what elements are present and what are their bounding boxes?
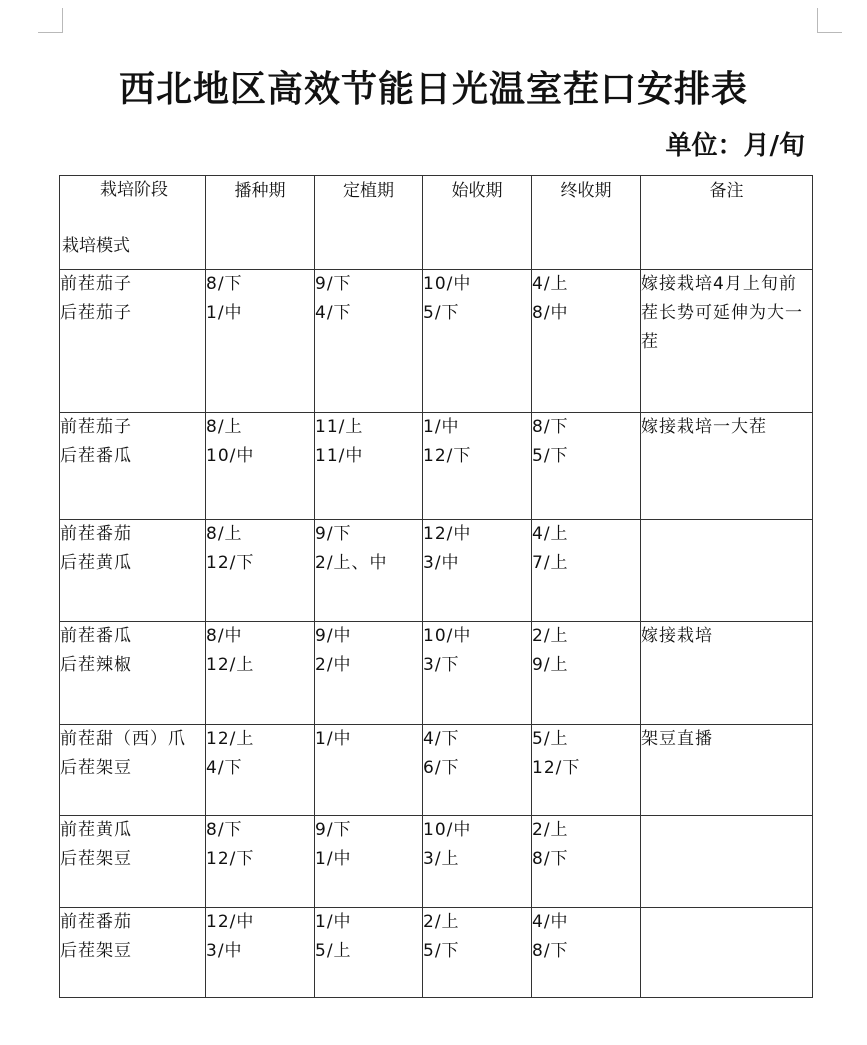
sow-period-cell [206,908,315,998]
harvest-end-cell [532,725,641,816]
header-row [60,176,813,270]
sow-period-cell-line: 8/下 [206,274,243,294]
planting-period-cell [315,270,423,413]
cultivation-mode-cell [60,413,206,520]
sow-period-cell-line: 8/上 [206,417,243,437]
harvest-start-cell [423,520,532,622]
sow-period-cell-line: 8/中 [206,626,243,646]
harvest-start-cell [423,270,532,413]
sow-period-cell-line: 12/中 [206,912,255,932]
table-row [60,270,813,413]
harvest-end-cell-line: 4/上 [532,274,569,294]
harvest-start-cell-line: 5/下 [423,941,460,961]
cultivation-mode-cell-line: 后茬架豆 [60,849,132,869]
harvest-end-cell [532,270,641,413]
harvest-end-cell-line: 9/上 [532,655,569,675]
cultivation-mode-cell-line: 前茬番瓜 [60,626,132,646]
header-harvest-start: 始收期 [423,176,532,270]
schedule-table [59,175,813,998]
harvest-end-cell-line: 5/上 [532,729,569,749]
harvest-end-cell [532,520,641,622]
planting-period-cell [315,816,423,908]
harvest-end-cell-line: 8/下 [532,941,569,961]
cultivation-mode-cell [60,725,206,816]
harvest-start-cell-line: 1/中 [423,417,460,437]
planting-period-cell [315,413,423,520]
harvest-start-cell-line: 10/中 [423,820,472,840]
table-row [60,725,813,816]
planting-period-cell-line: 5/上 [315,941,352,961]
sow-period-cell-line: 12/下 [206,553,255,573]
cultivation-mode-cell-line: 后茬黄瓜 [60,553,132,573]
harvest-end-cell [532,622,641,725]
sow-period-cell-line: 12/下 [206,849,255,869]
cultivation-mode-cell-line: 前茬番茄 [60,524,132,544]
sow-period-cell-line: 10/中 [206,446,255,466]
cultivation-mode-cell-line: 前茬番茄 [60,912,132,932]
sow-period-cell-line: 4/下 [206,758,243,778]
cultivation-mode-cell-line: 后茬架豆 [60,941,132,961]
cultivation-mode-cell [60,622,206,725]
note-cell: 嫁接栽培 [641,622,813,725]
note-cell [641,816,813,908]
header-mode-label: 栽培模式 [62,236,130,256]
harvest-start-cell-line: 10/中 [423,274,472,294]
planting-period-cell-line: 2/上、中 [315,553,388,573]
harvest-start-cell-line: 12/中 [423,524,472,544]
harvest-start-cell [423,908,532,998]
planting-period-cell [315,725,423,816]
table-row [60,816,813,908]
note-cell [641,520,813,622]
cultivation-mode-cell [60,270,206,413]
harvest-start-cell-line: 6/下 [423,758,460,778]
harvest-start-cell [423,622,532,725]
sow-period-cell-line: 8/下 [206,820,243,840]
document-title: 西北地区高效节能日光温室茬口安排表 [118,69,748,110]
header-corner-cell [60,176,206,270]
header-stage-label: 栽培阶段 [100,180,168,200]
cultivation-mode-cell-line: 前茬黄瓜 [60,820,132,840]
harvest-end-cell-line: 8/下 [532,417,569,437]
sow-period-cell [206,413,315,520]
harvest-end-cell-line: 2/上 [532,626,569,646]
harvest-end-cell-line: 7/上 [532,553,569,573]
sow-period-cell [206,816,315,908]
sow-period-cell [206,622,315,725]
note-cell: 嫁接栽培一大茬 [641,413,813,520]
cultivation-mode-cell-line: 前茬甜（西）爪 [60,729,186,749]
sow-period-cell-line: 3/中 [206,941,243,961]
table-body [60,270,813,998]
harvest-end-cell-line: 8/下 [532,849,569,869]
sow-period-cell [206,725,315,816]
sow-period-cell-line: 12/上 [206,655,255,675]
planting-period-cell-line: 11/上 [315,417,364,437]
planting-period-cell [315,622,423,725]
table-row [60,622,813,725]
harvest-start-cell-line: 2/上 [423,912,460,932]
harvest-end-cell-line: 12/下 [532,758,581,778]
harvest-start-cell-line: 10/中 [423,626,472,646]
planting-period-cell [315,908,423,998]
planting-period-cell-line: 1/中 [315,849,352,869]
sow-period-cell [206,270,315,413]
cultivation-mode-cell [60,816,206,908]
harvest-start-cell-line: 4/下 [423,729,460,749]
note-cell: 嫁接栽培4月上旬前茬长势可延伸为大一茬 [641,270,813,413]
harvest-start-cell-line: 3/上 [423,849,460,869]
table-row [60,520,813,622]
planting-period-cell-line: 9/下 [315,820,352,840]
note-cell: 架豆直播 [641,725,813,816]
unit-label: 单位：月/旬 [665,131,805,161]
harvest-end-cell [532,908,641,998]
harvest-end-cell-line: 5/下 [532,446,569,466]
harvest-end-cell-line: 4/上 [532,524,569,544]
sow-period-cell-line: 1/中 [206,303,243,323]
table-row [60,908,813,998]
cultivation-mode-cell-line: 后茬架豆 [60,758,132,778]
harvest-start-cell [423,413,532,520]
planting-period-cell-line: 11/中 [315,446,364,466]
planting-period-cell-line: 4/下 [315,303,352,323]
harvest-end-cell [532,816,641,908]
page-corner-mark-left [38,8,63,33]
cultivation-mode-cell-line: 前茬茄子 [60,417,132,437]
cultivation-mode-cell-line: 后茬茄子 [60,303,132,323]
harvest-start-cell-line: 5/下 [423,303,460,323]
cultivation-mode-cell [60,908,206,998]
harvest-start-cell [423,725,532,816]
harvest-end-cell-line: 4/中 [532,912,569,932]
harvest-end-cell [532,413,641,520]
harvest-start-cell-line: 3/下 [423,655,460,675]
planting-period-cell-line: 9/中 [315,626,352,646]
header-harvest-end: 终收期 [532,176,641,270]
header-planting-period: 定植期 [315,176,423,270]
sow-period-cell-line: 8/上 [206,524,243,544]
harvest-end-cell-line: 8/中 [532,303,569,323]
planting-period-cell [315,520,423,622]
planting-period-cell-line: 1/中 [315,912,352,932]
sow-period-cell-line: 12/上 [206,729,255,749]
harvest-end-cell-line: 2/上 [532,820,569,840]
planting-period-cell-line: 9/下 [315,274,352,294]
harvest-start-cell [423,816,532,908]
note-cell [641,908,813,998]
header-sow-period: 播种期 [206,176,315,270]
planting-period-cell-line: 9/下 [315,524,352,544]
cultivation-mode-cell-line: 后茬辣椒 [60,655,132,675]
page-corner-mark-right [817,8,842,33]
cultivation-mode-cell-line: 后茬番瓜 [60,446,132,466]
planting-period-cell-line: 2/中 [315,655,352,675]
harvest-start-cell-line: 3/中 [423,553,460,573]
cultivation-mode-cell [60,520,206,622]
sow-period-cell [206,520,315,622]
header-notes: 备注 [641,176,813,270]
cultivation-mode-cell-line: 前茬茄子 [60,274,132,294]
planting-period-cell-line: 1/中 [315,729,352,749]
harvest-start-cell-line: 12/下 [423,446,472,466]
table-row [60,413,813,520]
